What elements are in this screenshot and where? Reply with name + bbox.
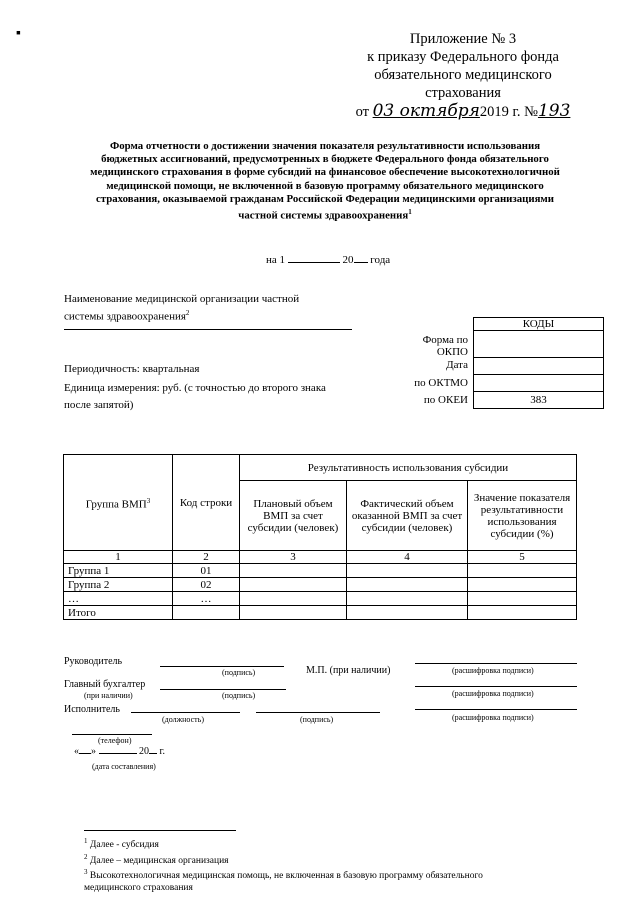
col-number: 5 [468, 551, 577, 564]
seal-note: М.П. (при наличии) [306, 665, 391, 676]
col-number: 2 [173, 551, 240, 564]
executor-label: Исполнитель [64, 704, 120, 715]
head-name-line[interactable] [415, 663, 577, 664]
okpo-code-cell[interactable] [474, 331, 604, 358]
date-code-cell[interactable] [474, 358, 604, 375]
table-row: Группа 2 02 [64, 578, 577, 592]
footnotes: $^1$ Далее - субсидия $^2$ Далее – медицинская организация $^3$ Высокотехнологичная медицинская помощь, не включенная в базовую программу обязательного медицинского страхования [84, 837, 483, 893]
head-label: Руководитель [64, 656, 123, 667]
unit-of-measure: Единица измерения: руб. (с точностью до второго знака после запятой) [64, 382, 326, 411]
appendix-line2: к приказу Федерального фонда [367, 49, 559, 65]
col-value-header: Значение показателя результативности использования субсидии (%) [468, 481, 577, 551]
results-table [63, 454, 577, 620]
accountant-label: Главный бухгалтер [64, 679, 146, 690]
appendix-date-line: от 03 октября2019 г. №193 [355, 101, 571, 121]
periodicity: Периодичность: квартальная [64, 363, 200, 375]
head-signature-line[interactable] [160, 666, 284, 667]
col-group-header: Группа ВМП$^3$ [64, 455, 173, 551]
executor-name-line[interactable] [415, 709, 577, 710]
accountant-signature-line[interactable] [160, 689, 286, 690]
table-row: Группа 1 01 [64, 564, 577, 578]
oktmo-code-cell[interactable] [474, 375, 604, 392]
dot-mark: ▪ [16, 26, 21, 41]
org-name-label: Наименование медицинской организации частной системы здравоохранения$^2$ [64, 293, 300, 323]
col-actual-header: Фактический объем оказанной ВМП за счет субсидии (человек) [347, 481, 468, 551]
footnote-divider [84, 830, 236, 831]
col-number: 3 [240, 551, 347, 564]
executor-position-line[interactable] [131, 712, 240, 713]
col-number: 4 [347, 551, 468, 564]
appendix-line1: Приложение № 3 [409, 31, 517, 47]
form-title: Форма отчетности о достижении значения показателя результативности использования бюджетных ассигнований, предусмотренных в бюджете Федерального фонда обязательного медицинского страхования в форме субсидий на финансовое обеспечение высокотехнологичной медицинской помощи, не включенной в базовую программу обязательного медицинского страхования, оказываемой гражданам Российской Федерации медицинскими организациями частной системы здравоохранения$^1$ [90, 140, 560, 222]
codes-header: КОДЫ [474, 318, 604, 331]
col-result-header: Результативность использования субсидии [240, 455, 577, 481]
phone-line[interactable] [72, 734, 152, 735]
col-number: 1 [64, 551, 173, 564]
handwritten-number: 193 [537, 101, 571, 121]
col-planned-header: Плановый объем ВМП за счет субсидии (человек) [240, 481, 347, 551]
appendix-line4: страхования [425, 85, 501, 101]
handwritten-date: 03 октября [372, 101, 480, 121]
date-label: Дата [446, 359, 468, 371]
okpo-label: Форма по ОКПО [422, 334, 468, 358]
executor-signature-line[interactable] [256, 712, 380, 713]
table-row: … … [64, 592, 577, 606]
codes-table [473, 317, 604, 409]
table-row: Итого [64, 606, 577, 620]
compile-date: « » 20 г. [74, 746, 165, 757]
oktmo-label: по ОКТМО [414, 377, 468, 389]
appendix-header [348, 30, 578, 121]
report-date-line: на 1 20 года [266, 254, 391, 266]
okei-code-cell: 383 [474, 392, 604, 409]
accountant-name-line[interactable] [415, 686, 577, 687]
org-name-field[interactable] [64, 329, 352, 330]
col-code-header: Код строки [173, 455, 240, 551]
okei-label: по ОКЕИ [423, 394, 468, 406]
appendix-line3: обязательного медицинского [374, 67, 552, 83]
